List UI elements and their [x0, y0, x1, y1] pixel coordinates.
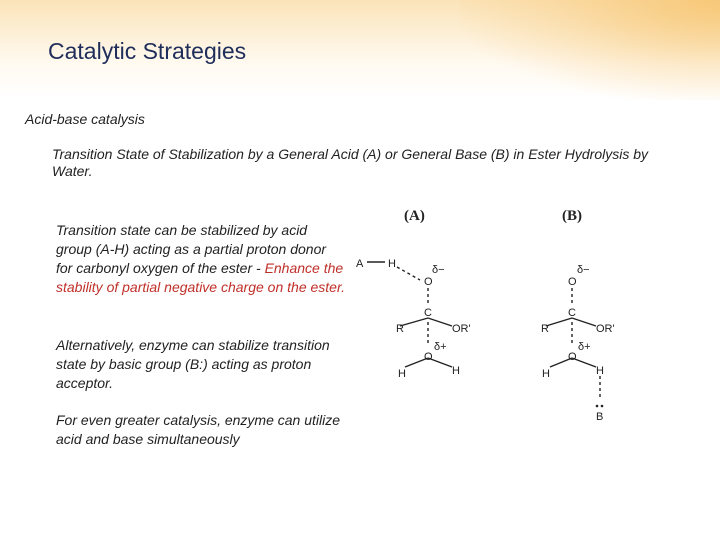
- panel-b-label: (B): [562, 208, 582, 224]
- transition-state-diagram: [350, 200, 650, 430]
- a-carbon: C: [424, 307, 432, 319]
- a-water-h-right: H: [452, 365, 460, 377]
- a-c-r-bond: [400, 318, 428, 326]
- a-h-label: H: [388, 258, 396, 270]
- paragraph-acid-highlight: Enhance the stability of partial negative charge on the ester.: [56, 260, 345, 295]
- panel-a-label: (A): [404, 208, 425, 224]
- a-c-or-bond: [428, 318, 452, 326]
- a-acid-label: A: [356, 258, 364, 270]
- a-oxygen-top: O: [424, 276, 433, 288]
- b-lone-pair-dot: [596, 405, 599, 408]
- a-delta-plus: δ+: [434, 341, 447, 353]
- b-or-group: OR': [596, 323, 615, 335]
- b-c-r-bond: [546, 318, 572, 326]
- b-r-group: R: [541, 323, 549, 335]
- a-water-oxygen: O: [424, 351, 433, 363]
- b-carbon: C: [568, 307, 576, 319]
- b-delta-plus: δ+: [578, 341, 591, 353]
- a-or-group: OR': [452, 323, 471, 335]
- a-h-bond-dashed: [397, 267, 420, 280]
- description: Transition State of Stabilization by a General Acid (A) or General Base (B) in Ester Hydrolysis by Water.: [52, 146, 649, 179]
- b-water-h-right: H: [596, 365, 604, 377]
- b-water-h-left: H: [542, 368, 550, 380]
- b-delta-minus: δ−: [577, 264, 590, 276]
- b-water-oxygen: O: [568, 351, 577, 363]
- b-oxygen-top: O: [568, 276, 577, 288]
- a-delta-minus: δ−: [432, 264, 445, 276]
- paragraph-acid: [56, 221, 346, 297]
- paragraph-base: Alternatively, enzyme can stabilize transition state by basic group (B:) acting as proton acceptor.: [56, 337, 330, 391]
- paragraph-acid-text: Transition state can be stabilized by acid group (A-H) acting as a partial proton donor for carbonyl oxygen of the ester -: [56, 222, 327, 276]
- paragraph-both: For even greater catalysis, enzyme can utilize acid and base simultaneously: [56, 412, 341, 447]
- a-water-h-left: H: [398, 368, 406, 380]
- subtitle: Acid-base catalysis: [25, 111, 145, 127]
- b-lone-pair-dot: [601, 405, 604, 408]
- slide-title: Catalytic Strategies: [48, 38, 247, 64]
- b-base-label: B: [596, 411, 604, 423]
- a-r-group: R: [396, 323, 404, 335]
- b-c-or-bond: [572, 318, 596, 326]
